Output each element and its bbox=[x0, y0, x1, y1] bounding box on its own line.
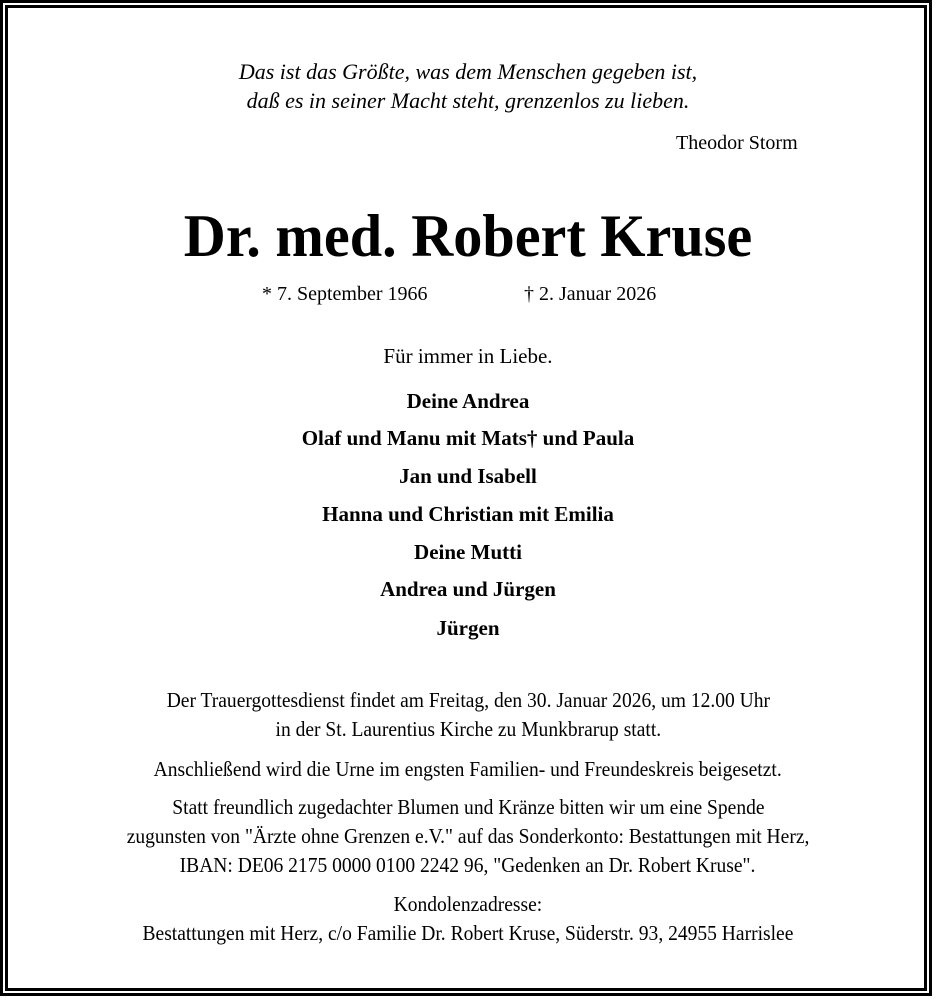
quote-line-2 bbox=[0, 90, 936, 112]
deceased-name: Dr. med. Robert Kruse bbox=[183, 203, 753, 269]
mourner-item bbox=[0, 542, 936, 563]
service-line-1 bbox=[0, 690, 936, 711]
birth-date: * 7. September 1966 bbox=[262, 283, 428, 305]
donation-text-1: Statt freundlich zugedachter Blumen und Kränze bitten wir um eine Spende bbox=[171, 795, 765, 819]
donation-text-3: IBAN: DE06 2175 0000 0100 2242 96, "Gedenken an Dr. Robert Kruse". bbox=[180, 853, 756, 877]
mourner-name: Olaf und Manu mit Mats† und Paula bbox=[301, 426, 635, 450]
service-text-2: in der St. Laurentius Kirche zu Munkbrarup statt. bbox=[275, 717, 661, 741]
mourner-item bbox=[0, 391, 936, 412]
donation-line-2 bbox=[0, 826, 936, 847]
dedication-line bbox=[0, 346, 936, 367]
mourner-name: Deine Andrea bbox=[406, 389, 530, 413]
quote-text-2: daß es in seiner Macht steht, grenzenlos zu lieben. bbox=[246, 88, 690, 113]
donation-line-1 bbox=[0, 797, 936, 818]
mourner-name: Hanna und Christian mit Emilia bbox=[322, 502, 614, 526]
mourner-item bbox=[0, 579, 936, 600]
deceased-name-line bbox=[0, 203, 936, 269]
quote-line-1 bbox=[0, 61, 936, 83]
mourner-name: Jürgen bbox=[436, 616, 500, 640]
mourner-item bbox=[0, 466, 936, 487]
donation-line-3 bbox=[0, 855, 936, 876]
mourner-item bbox=[0, 618, 936, 639]
service-text-1: Der Trauergottesdienst findet am Freitag, den 30. Januar 2026, um 12.00 Uhr bbox=[166, 688, 770, 712]
condolence-label: Kondolenzadresse: bbox=[393, 892, 543, 916]
mourner-name: Jan und Isabell bbox=[399, 464, 537, 488]
burial-line bbox=[0, 759, 936, 780]
mourner-name: Andrea und Jürgen bbox=[380, 577, 556, 601]
quote-author: Theodor Storm bbox=[676, 132, 798, 154]
quote-text-1: Das ist das Größte, was dem Menschen gegeben ist, bbox=[238, 59, 698, 84]
condolence-address: Bestattungen mit Herz, c/o Familie Dr. Robert Kruse, Süderstr. 93, 24955 Harrislee bbox=[142, 921, 794, 945]
burial-text: Anschließend wird die Urne im engsten Familien- und Freundeskreis beigesetzt. bbox=[153, 757, 783, 781]
condolence-label-line bbox=[0, 894, 936, 915]
condolence-address-line bbox=[0, 923, 936, 944]
mourner-name: Deine Mutti bbox=[414, 540, 522, 564]
mourner-item bbox=[0, 428, 936, 449]
service-line-2 bbox=[0, 719, 936, 740]
death-date: † 2. Januar 2026 bbox=[524, 283, 657, 305]
mourner-item bbox=[0, 504, 936, 525]
donation-text-2: zugunsten von "Ärzte ohne Grenzen e.V." auf das Sonderkonto: Bestattungen mit Herz, bbox=[126, 824, 810, 848]
dedication-text: Für immer in Liebe. bbox=[383, 344, 553, 368]
